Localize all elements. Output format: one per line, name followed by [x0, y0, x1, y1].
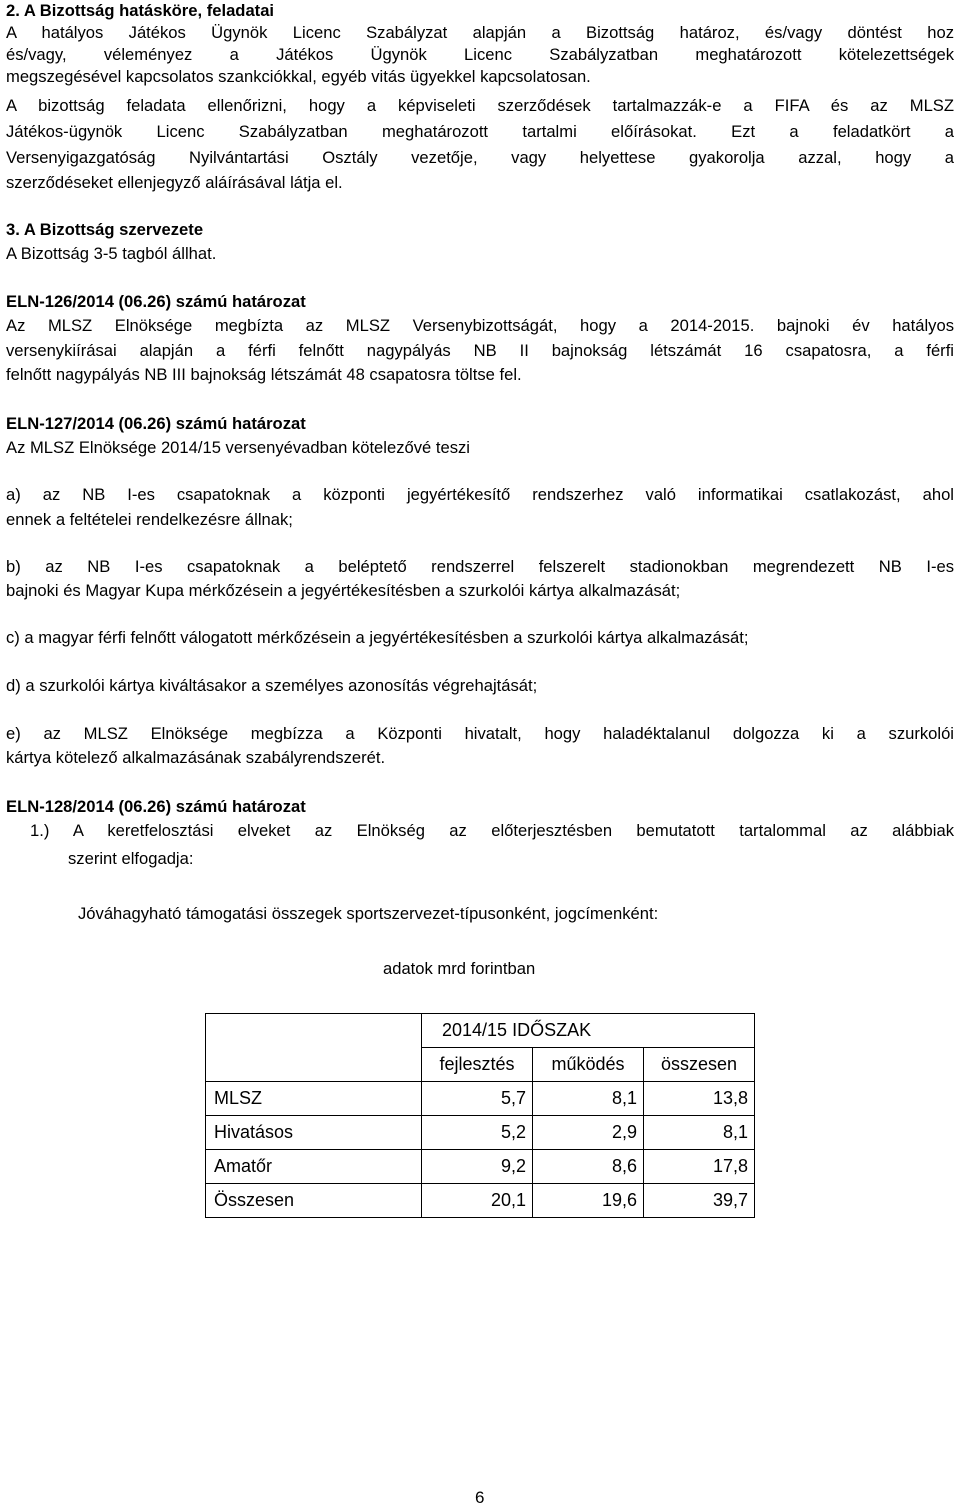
section-3-title: 3. A Bizottság szervezete [6, 220, 204, 239]
column-header: működés [533, 1048, 644, 1082]
eln-127-item-a: a) az NB I-es csapatoknak a központi jegyértékesítő rendszerhez való informatikai csatlakozást, ahol [6, 485, 954, 504]
table-cell: 8,1 [533, 1082, 644, 1116]
section-2-line: A hatályos Játékos Ügynök Licenc Szabályzat alapján a Bizottság határoz, és/vagy döntést hoz [6, 23, 954, 42]
table-row [206, 1014, 755, 1048]
page-number: 6 [475, 1488, 485, 1507]
section-2-line: és/vagy, véleményez a Játékos Ügynök Licenc Szabályzatban meghatározott kötelezettségek [6, 45, 954, 64]
table-row [206, 1150, 755, 1184]
table-cell: 5,7 [422, 1082, 533, 1116]
eln-128-item-1: 1.) A keretfelosztási elveket az Elnökség az előterjesztésben bemutatott tartalommal az alábbiak [30, 821, 954, 840]
row-label: Amatőr [206, 1150, 422, 1184]
table-cell: 5,2 [422, 1116, 533, 1150]
table-row [206, 1082, 755, 1116]
eln-128-heading: ELN-128/2014 (06.26) számú határozat [6, 797, 306, 816]
column-header: fejlesztés [422, 1048, 533, 1082]
section-2-line: A bizottság feladata ellenőrizni, hogy a képviseleti szerződések tartalmazzák-e a FIFA és az MLSZ [6, 96, 954, 115]
eln-127-item-b: b) az NB I-es csapatoknak a beléptető rendszerrel felszerelt stadionokban megrendezett NB I-es [6, 557, 954, 576]
section-3-text: A Bizottság 3-5 tagból állhat. [6, 244, 217, 263]
eln-127-intro: Az MLSZ Elnöksége 2014/15 versenyévadban kötelezővé teszi [6, 438, 470, 457]
table-cell: 8,6 [533, 1150, 644, 1184]
table-cell: 8,1 [644, 1116, 755, 1150]
eln-127-item-d: d) a szurkolói kártya kiváltásakor a személyes azonosítás végrehajtását; [6, 676, 538, 695]
table-cell: 39,7 [644, 1184, 755, 1218]
eln-127-item-a-cont: ennek a feltételei rendelkezésre állnak; [6, 510, 293, 529]
table-cell: 9,2 [422, 1150, 533, 1184]
section-2-line: szerződéseket ellenjegyző aláírásával látja el. [6, 173, 343, 192]
table-cell: 20,1 [422, 1184, 533, 1218]
table-unit: adatok mrd forintban [383, 959, 536, 978]
eln-127-item-e-cont: kártya kötelező alkalmazásának szabályrendszerét. [6, 748, 386, 767]
eln-127-item-c: c) a magyar férfi felnőtt válogatott mérkőzésein a jegyértékesítésben a szurkolói kártya alkalmazását; [6, 628, 749, 647]
table-cell: 19,6 [533, 1184, 644, 1218]
eln-126-line: versenykiírásai alapján a férfi felnőtt nagypályás NB II bajnokság létszámát 16 csapatosra, a férfi [6, 341, 954, 360]
section-2-line: megszegésével kapcsolatos szankciókkal, egyéb vitás ügyekkel kapcsolatosan. [6, 67, 591, 86]
row-label: Összesen [206, 1184, 422, 1218]
eln-127-item-e: e) az MLSZ Elnöksége megbízza a Központi hivatalt, hogy haladéktalanul dolgozza ki a szurkolói [6, 724, 954, 743]
eln-126-line: felnőtt nagypályás NB III bajnokság létszámát 48 csapatosra töltse fel. [6, 365, 522, 384]
eln-127-item-b-cont: bajnoki és Magyar Kupa mérkőzésein a jegyértékesítésben a szurkolói kártya alkalmazását; [6, 581, 681, 600]
section-2-title: 2. A Bizottság hatásköre, feladatai [6, 1, 275, 20]
section-2-line: Versenyigazgatóság Nyilvántartási Osztály vezetője, vagy helyettese gyakorolja azzal, hogy a [6, 148, 954, 167]
table-corner-cell [206, 1014, 422, 1082]
row-label: MLSZ [206, 1082, 422, 1116]
row-label: Hivatásos [206, 1116, 422, 1150]
eln-127-heading: ELN-127/2014 (06.26) számú határozat [6, 414, 306, 433]
table-period-header: 2014/15 IDŐSZAK [422, 1014, 755, 1048]
table-cell: 2,9 [533, 1116, 644, 1150]
eln-126-line: Az MLSZ Elnöksége megbízta az MLSZ Versenybizottságát, hogy a 2014-2015. bajnoki év hatályos [6, 316, 954, 335]
support-amounts-table [205, 1013, 755, 1218]
table-cell: 17,8 [644, 1150, 755, 1184]
eln-126-heading: ELN-126/2014 (06.26) számú határozat [6, 292, 306, 311]
table-caption: Jóváhagyható támogatási összegek sportszervezet-típusonként, jogcímenként: [78, 904, 659, 923]
table-cell: 13,8 [644, 1082, 755, 1116]
eln-128-item-1-cont: szerint elfogadja: [68, 849, 194, 868]
table-row [206, 1184, 755, 1218]
table-row [206, 1116, 755, 1150]
section-2-line: Játékos-ügynök Licenc Szabályzatban meghatározott tartalmi előírásokat. Ezt a feladatkört a [6, 122, 954, 141]
column-header: összesen [644, 1048, 755, 1082]
